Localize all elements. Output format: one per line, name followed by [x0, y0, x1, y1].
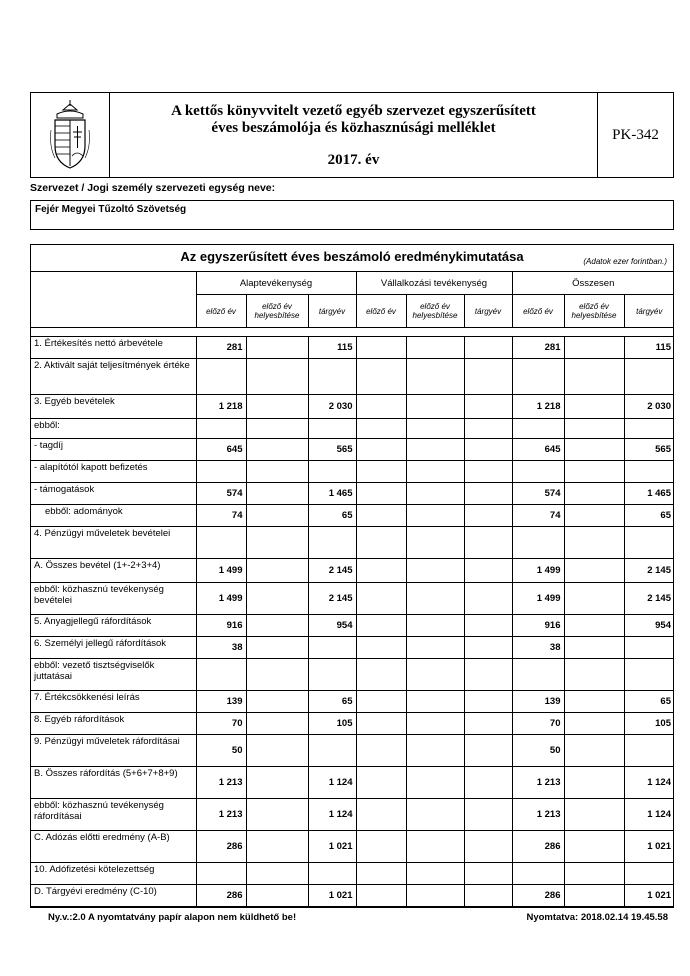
value-cell [406, 359, 464, 395]
spacer-cell [624, 328, 674, 337]
row-label: - támogatások [31, 483, 196, 505]
value-cell: 1 124 [308, 799, 356, 831]
value-cell: 1 213 [512, 767, 564, 799]
value-cell: 2 145 [624, 583, 674, 615]
group-header-business: Vállalkozási tevékenység [356, 272, 512, 295]
value-cell: 1 218 [196, 395, 246, 419]
table-title-bar [31, 245, 673, 272]
value-cell: 70 [512, 713, 564, 735]
value-cell: 38 [512, 637, 564, 659]
value-cell [196, 863, 246, 885]
value-cell [356, 637, 406, 659]
value-cell: 1 213 [512, 799, 564, 831]
table-row [31, 483, 674, 505]
subheader-prev-correction: előző év helyesbítése [406, 295, 464, 328]
value-cell [564, 461, 624, 483]
table-row [31, 831, 674, 863]
spacer-cell [564, 328, 624, 337]
value-cell [308, 461, 356, 483]
table-row [31, 505, 674, 527]
table-row [31, 559, 674, 583]
value-cell: 50 [196, 735, 246, 767]
value-cell: 954 [308, 615, 356, 637]
income-table [31, 272, 674, 907]
value-cell: 1 465 [308, 483, 356, 505]
row-label: 1. Értékesítés nettó árbevétele [31, 337, 196, 359]
value-cell: 565 [624, 439, 674, 461]
value-cell: 1 499 [196, 583, 246, 615]
value-cell [308, 863, 356, 885]
value-cell [564, 505, 624, 527]
report-year: 2017. év [327, 152, 380, 168]
row-label: ebből: vezető tisztségviselők juttatásai [31, 659, 196, 691]
value-cell [464, 483, 512, 505]
value-cell [356, 691, 406, 713]
value-cell [406, 483, 464, 505]
value-cell [246, 359, 308, 395]
value-cell [406, 659, 464, 691]
value-cell [406, 831, 464, 863]
coat-of-arms-icon [31, 93, 110, 177]
income-statement [30, 244, 674, 908]
value-cell [356, 713, 406, 735]
value-cell [356, 483, 406, 505]
footer-version-note: Ny.v.:2.0 A nyomtatvány papír alapon nem küldhető be! [48, 912, 297, 923]
value-cell [308, 359, 356, 395]
table-row [31, 615, 674, 637]
value-cell [356, 659, 406, 691]
value-cell [464, 615, 512, 637]
value-cell [564, 419, 624, 439]
row-label: B. Összes ráfordítás (5+6+7+8+9) [31, 767, 196, 799]
header-spacer-row [31, 328, 674, 337]
value-cell [464, 735, 512, 767]
value-cell [246, 439, 308, 461]
value-cell [464, 713, 512, 735]
value-cell [406, 583, 464, 615]
value-cell [246, 799, 308, 831]
value-cell: 574 [196, 483, 246, 505]
value-cell [464, 337, 512, 359]
row-label: ebből: közhasznú tevékenység bevételei [31, 583, 196, 615]
value-cell: 1 213 [196, 767, 246, 799]
value-cell: 1 465 [624, 483, 674, 505]
form-header [30, 92, 674, 178]
row-label: 3. Egyéb bevételek [31, 395, 196, 419]
value-cell: 65 [624, 691, 674, 713]
value-cell [512, 659, 564, 691]
value-cell: 286 [512, 885, 564, 907]
row-label: 9. Pénzügyi műveletek ráfordításai [31, 735, 196, 767]
value-cell [564, 359, 624, 395]
value-cell: 1 124 [308, 767, 356, 799]
value-cell: 281 [196, 337, 246, 359]
row-label: 5. Anyagjellegű ráfordítások [31, 615, 196, 637]
value-cell [464, 505, 512, 527]
value-cell [308, 637, 356, 659]
table-row [31, 583, 674, 615]
spacer-cell [512, 328, 564, 337]
value-cell [624, 637, 674, 659]
value-cell [356, 527, 406, 559]
value-cell [356, 615, 406, 637]
table-row [31, 419, 674, 439]
value-cell [564, 559, 624, 583]
value-cell: 65 [308, 691, 356, 713]
value-cell: 1 124 [624, 767, 674, 799]
value-cell: 1 499 [512, 583, 564, 615]
subheader-current-year: tárgyév [308, 295, 356, 328]
table-row [31, 885, 674, 907]
row-label: 4. Pénzügyi műveletek bevételei [31, 527, 196, 559]
value-cell [564, 337, 624, 359]
value-cell [464, 439, 512, 461]
value-cell [356, 583, 406, 615]
value-cell [624, 659, 674, 691]
footer-print-date: Nyomtatva: 2018.02.14 19.45.58 [526, 912, 668, 923]
value-cell [564, 527, 624, 559]
value-cell [356, 799, 406, 831]
value-cell: 2 030 [624, 395, 674, 419]
value-cell [624, 359, 674, 395]
org-name-field: Fejér Megyei Tűzoltó Szövetség [30, 200, 674, 230]
table-row [31, 767, 674, 799]
value-cell [512, 461, 564, 483]
value-cell: 1 021 [308, 831, 356, 863]
row-label: 10. Adófizetési kötelezettség [31, 863, 196, 885]
value-cell [406, 637, 464, 659]
value-cell [406, 395, 464, 419]
value-cell: 70 [196, 713, 246, 735]
value-cell [564, 483, 624, 505]
spacer-cell [464, 328, 512, 337]
row-label: - tagdíj [31, 439, 196, 461]
label-column-header [31, 272, 196, 328]
value-cell [356, 831, 406, 863]
value-cell [246, 713, 308, 735]
value-cell [356, 863, 406, 885]
spacer-cell [356, 328, 406, 337]
row-label: - alapítótól kapott befizetés [31, 461, 196, 483]
value-cell: 1 021 [624, 831, 674, 863]
value-cell [196, 527, 246, 559]
table-row [31, 659, 674, 691]
org-label: Szervezet / Jogi személy szervezeti egység neve: [30, 182, 276, 194]
value-cell: 38 [196, 637, 246, 659]
value-cell [464, 395, 512, 419]
subheader-current-year: tárgyév [624, 295, 674, 328]
value-cell: 645 [196, 439, 246, 461]
value-cell [308, 659, 356, 691]
table-row [31, 863, 674, 885]
value-cell [564, 691, 624, 713]
value-cell: 286 [196, 885, 246, 907]
value-cell [246, 583, 308, 615]
value-cell: 1 499 [512, 559, 564, 583]
spacer-cell [246, 328, 308, 337]
value-cell [406, 527, 464, 559]
value-cell [406, 767, 464, 799]
table-row [31, 337, 674, 359]
group-header-base: Alaptevékenység [196, 272, 356, 295]
value-cell: 286 [512, 831, 564, 863]
value-cell [512, 419, 564, 439]
value-cell: 115 [308, 337, 356, 359]
table-row [31, 439, 674, 461]
value-cell: 916 [512, 615, 564, 637]
value-cell [464, 527, 512, 559]
value-cell [406, 735, 464, 767]
table-row [31, 713, 674, 735]
value-cell [406, 799, 464, 831]
value-cell [464, 691, 512, 713]
value-cell [406, 505, 464, 527]
form-title-line2: éves beszámolója és közhasznúsági melléklet [211, 120, 496, 136]
value-cell: 2 145 [308, 559, 356, 583]
value-cell [308, 527, 356, 559]
value-cell [464, 799, 512, 831]
value-cell: 115 [624, 337, 674, 359]
value-cell [308, 419, 356, 439]
subheader-prev-year: előző év [196, 295, 246, 328]
form-code: PK-342 [612, 126, 659, 143]
value-cell: 105 [624, 713, 674, 735]
value-cell [356, 439, 406, 461]
value-cell [512, 527, 564, 559]
spacer-cell [406, 328, 464, 337]
value-cell [356, 559, 406, 583]
row-label: ebből: adományok [31, 505, 196, 527]
table-title: Az egyszerűsített éves beszámoló eredménykimutatása [180, 249, 524, 264]
value-cell [464, 863, 512, 885]
value-cell [356, 767, 406, 799]
value-cell [464, 767, 512, 799]
value-cell [356, 461, 406, 483]
value-cell [464, 885, 512, 907]
table-row [31, 691, 674, 713]
value-cell [246, 831, 308, 863]
value-cell [356, 395, 406, 419]
value-cell: 2 145 [308, 583, 356, 615]
table-row [31, 637, 674, 659]
value-cell: 954 [624, 615, 674, 637]
value-cell [406, 885, 464, 907]
value-cell [564, 439, 624, 461]
subheader-prev-correction: előző év helyesbítése [246, 295, 308, 328]
value-cell: 65 [624, 505, 674, 527]
value-cell [464, 359, 512, 395]
value-cell [464, 583, 512, 615]
value-cell: 1 213 [196, 799, 246, 831]
spacer-cell [196, 328, 246, 337]
value-cell: 1 021 [624, 885, 674, 907]
value-cell [564, 885, 624, 907]
value-cell [246, 527, 308, 559]
value-cell [464, 659, 512, 691]
value-cell [246, 659, 308, 691]
value-cell [356, 337, 406, 359]
value-cell [464, 461, 512, 483]
value-cell [564, 637, 624, 659]
value-cell [246, 863, 308, 885]
value-cell [246, 559, 308, 583]
subheader-prev-year: előző év [512, 295, 564, 328]
value-cell: 281 [512, 337, 564, 359]
value-cell [564, 863, 624, 885]
value-cell [196, 359, 246, 395]
value-cell [246, 767, 308, 799]
value-cell [624, 461, 674, 483]
form-title-block [110, 93, 598, 177]
value-cell [564, 583, 624, 615]
group-header-total: Összesen [512, 272, 674, 295]
value-cell [512, 359, 564, 395]
value-cell [564, 767, 624, 799]
value-cell: 286 [196, 831, 246, 863]
value-cell [464, 831, 512, 863]
table-unit-note: (Adatok ezer forintban.) [583, 257, 667, 266]
value-cell: 50 [512, 735, 564, 767]
value-cell [406, 419, 464, 439]
value-cell [464, 419, 512, 439]
value-cell [564, 799, 624, 831]
subheader-prev-year: előző év [356, 295, 406, 328]
value-cell [406, 615, 464, 637]
row-label: 6. Személyi jellegű ráfordítások [31, 637, 196, 659]
value-cell [356, 419, 406, 439]
value-cell: 1 124 [624, 799, 674, 831]
table-row [31, 735, 674, 767]
table-row [31, 359, 674, 395]
row-label: D. Tárgyévi eredmény (C-10) [31, 885, 196, 907]
subheader-prev-correction: előző év helyesbítése [564, 295, 624, 328]
value-cell [564, 659, 624, 691]
value-cell [406, 461, 464, 483]
value-cell: 105 [308, 713, 356, 735]
value-cell: 645 [512, 439, 564, 461]
value-cell [246, 615, 308, 637]
value-cell: 916 [196, 615, 246, 637]
value-cell: 139 [196, 691, 246, 713]
value-cell [624, 527, 674, 559]
row-label: C. Adózás előtti eredmény (A-B) [31, 831, 196, 863]
value-cell [246, 461, 308, 483]
value-cell: 2 030 [308, 395, 356, 419]
value-cell [406, 863, 464, 885]
spacer-cell [31, 328, 196, 337]
value-cell [246, 483, 308, 505]
value-cell: 139 [512, 691, 564, 713]
value-cell [356, 505, 406, 527]
value-cell [406, 713, 464, 735]
value-cell [196, 659, 246, 691]
value-cell [624, 863, 674, 885]
row-label: ebből: közhasznú tevékenység ráfordításai [31, 799, 196, 831]
value-cell: 1 218 [512, 395, 564, 419]
row-label: A. Összes bevétel (1+-2+3+4) [31, 559, 196, 583]
value-cell [464, 559, 512, 583]
value-cell [624, 419, 674, 439]
value-cell [406, 691, 464, 713]
table-row [31, 527, 674, 559]
value-cell [246, 637, 308, 659]
value-cell [564, 831, 624, 863]
value-cell [356, 885, 406, 907]
value-cell [406, 439, 464, 461]
value-cell: 74 [512, 505, 564, 527]
value-cell: 574 [512, 483, 564, 505]
table-row [31, 395, 674, 419]
value-cell: 2 145 [624, 559, 674, 583]
value-cell [564, 615, 624, 637]
table-row [31, 461, 674, 483]
subheader-current-year: tárgyév [464, 295, 512, 328]
value-cell [564, 713, 624, 735]
spacer-cell [308, 328, 356, 337]
value-cell [356, 735, 406, 767]
value-cell [246, 337, 308, 359]
value-cell [196, 461, 246, 483]
value-cell [246, 735, 308, 767]
table-row [31, 799, 674, 831]
value-cell: 1 021 [308, 885, 356, 907]
value-cell: 74 [196, 505, 246, 527]
value-cell [246, 395, 308, 419]
value-cell [564, 395, 624, 419]
value-cell [406, 337, 464, 359]
value-cell [464, 637, 512, 659]
value-cell [512, 863, 564, 885]
row-label: 7. Értékcsökkenési leírás [31, 691, 196, 713]
value-cell [246, 691, 308, 713]
row-label: 8. Egyéb ráfordítások [31, 713, 196, 735]
value-cell [624, 735, 674, 767]
value-cell: 1 499 [196, 559, 246, 583]
value-cell [406, 559, 464, 583]
value-cell [246, 505, 308, 527]
value-cell [246, 419, 308, 439]
value-cell: 565 [308, 439, 356, 461]
row-label: 2. Aktivált saját teljesítmények értéke [31, 359, 196, 395]
value-cell [196, 419, 246, 439]
value-cell [356, 359, 406, 395]
value-cell [564, 735, 624, 767]
value-cell [308, 735, 356, 767]
form-title-line1: A kettős könyvvitelt vezető egyéb szervezet egyszerűsített [171, 103, 536, 119]
value-cell [246, 885, 308, 907]
value-cell: 65 [308, 505, 356, 527]
row-label: ebből: [31, 419, 196, 439]
